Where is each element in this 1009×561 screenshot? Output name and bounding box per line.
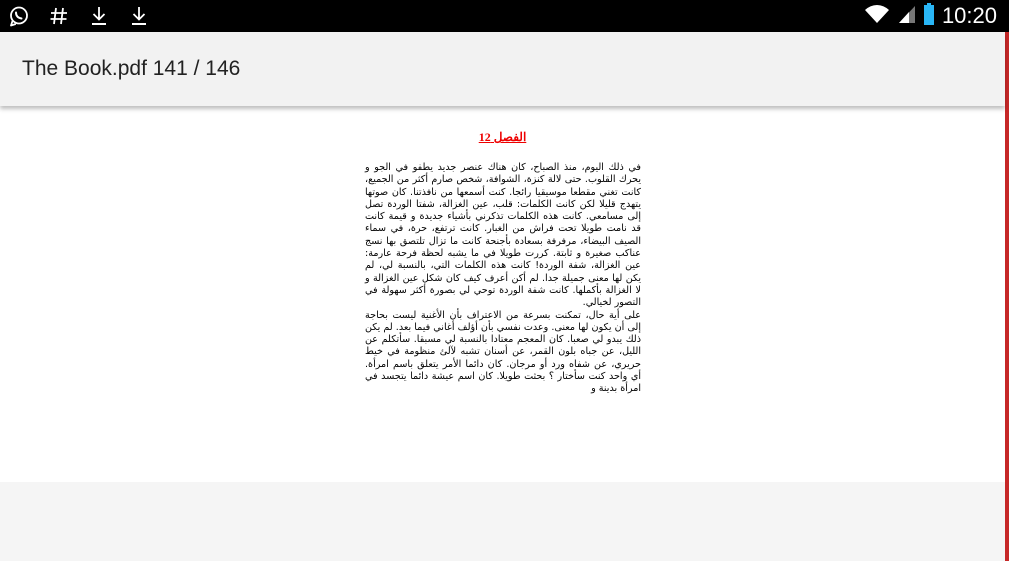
notification-icons (8, 5, 150, 27)
system-indicators (864, 3, 997, 29)
download-icon (88, 5, 110, 27)
hashtag-icon (48, 5, 70, 27)
clock: 10:20 (941, 3, 997, 28)
signal-icon (898, 4, 916, 28)
pdf-page[interactable] (0, 106, 1005, 482)
battery-icon (924, 3, 934, 29)
document-title: The Book.pdf 141 / 146 (22, 57, 241, 80)
page-body-text (365, 162, 641, 396)
download-icon (128, 5, 150, 27)
paragraph: في ذلك اليوم، منذ الصباح، كان هناك عنصر جديد يطفو في الجو و يحرك القلوب. حتى لالة كنزة، الشوافة، شخص صارم أكثر من الجميع، كانت تغني مقطعا موسيقيا رائجا. كنت أسمعها من نافذتنا. كان صوتها يتهدج قليلا لكن كانت الكلمات: قلب، عين الغزالة، شفتا الوردة تصل إلى مسامعي. كانت هذه الكلمات تذكرني بأشياء جديدة و قيمة كانت قد نامت طويلا تحت فراش من الغبار. كانت ترتفع، حرة، في سماء الصيف البيضاء، مرفرفة بسعادة بأجنحة كانت ما تزال تلتصق بها نسج عناكب صغيرة و ثابتة. كررت طويلا في ما يشبه لحظة فرحة عارمة: عين الغزالة، شفة الوردة! كانت هذه الكلمات التي، بالنسبة لي، لم يكن لها معنى جميلة جدا. لم أكن أعرف كيف كان شكل عين الغزالة و لا الغزالة بأكملها. كانت شفة الوردة توحي لي بصورة أكثر سهولة في التصور لخيالي. (365, 162, 641, 309)
app-bar (0, 32, 1005, 106)
paragraph: على أية حال، تمكنت بسرعة من الاعتراف بأن الأغنية ليست بحاجة إلى أن يكون لها معنى. وعدت نفسي بأن أؤلف أغاني فيما بعد. لم يكن ذلك يبدو لي صعبا. كان المعجم معتادا بالنسبة لي مسبقا. سأتكلم عن الليل، عن جباه بلون القمر، عن أسنان تشبه لآلئ منظومة في خيط حريري، عن شفاه ورد أو مرجان. كان دائما الأمر يتعلق باسم امرأة. أي واحد كنت سأختار ؟ بحثت طويلا. كان اسم عيشة دائما يتجسد في امرأة بدينة و (365, 309, 641, 395)
window-edge (1005, 32, 1009, 561)
wifi-icon (864, 4, 890, 28)
status-bar (0, 0, 1009, 32)
whatsapp-icon (8, 5, 30, 27)
chapter-heading: الفصل 12 (478, 130, 527, 144)
